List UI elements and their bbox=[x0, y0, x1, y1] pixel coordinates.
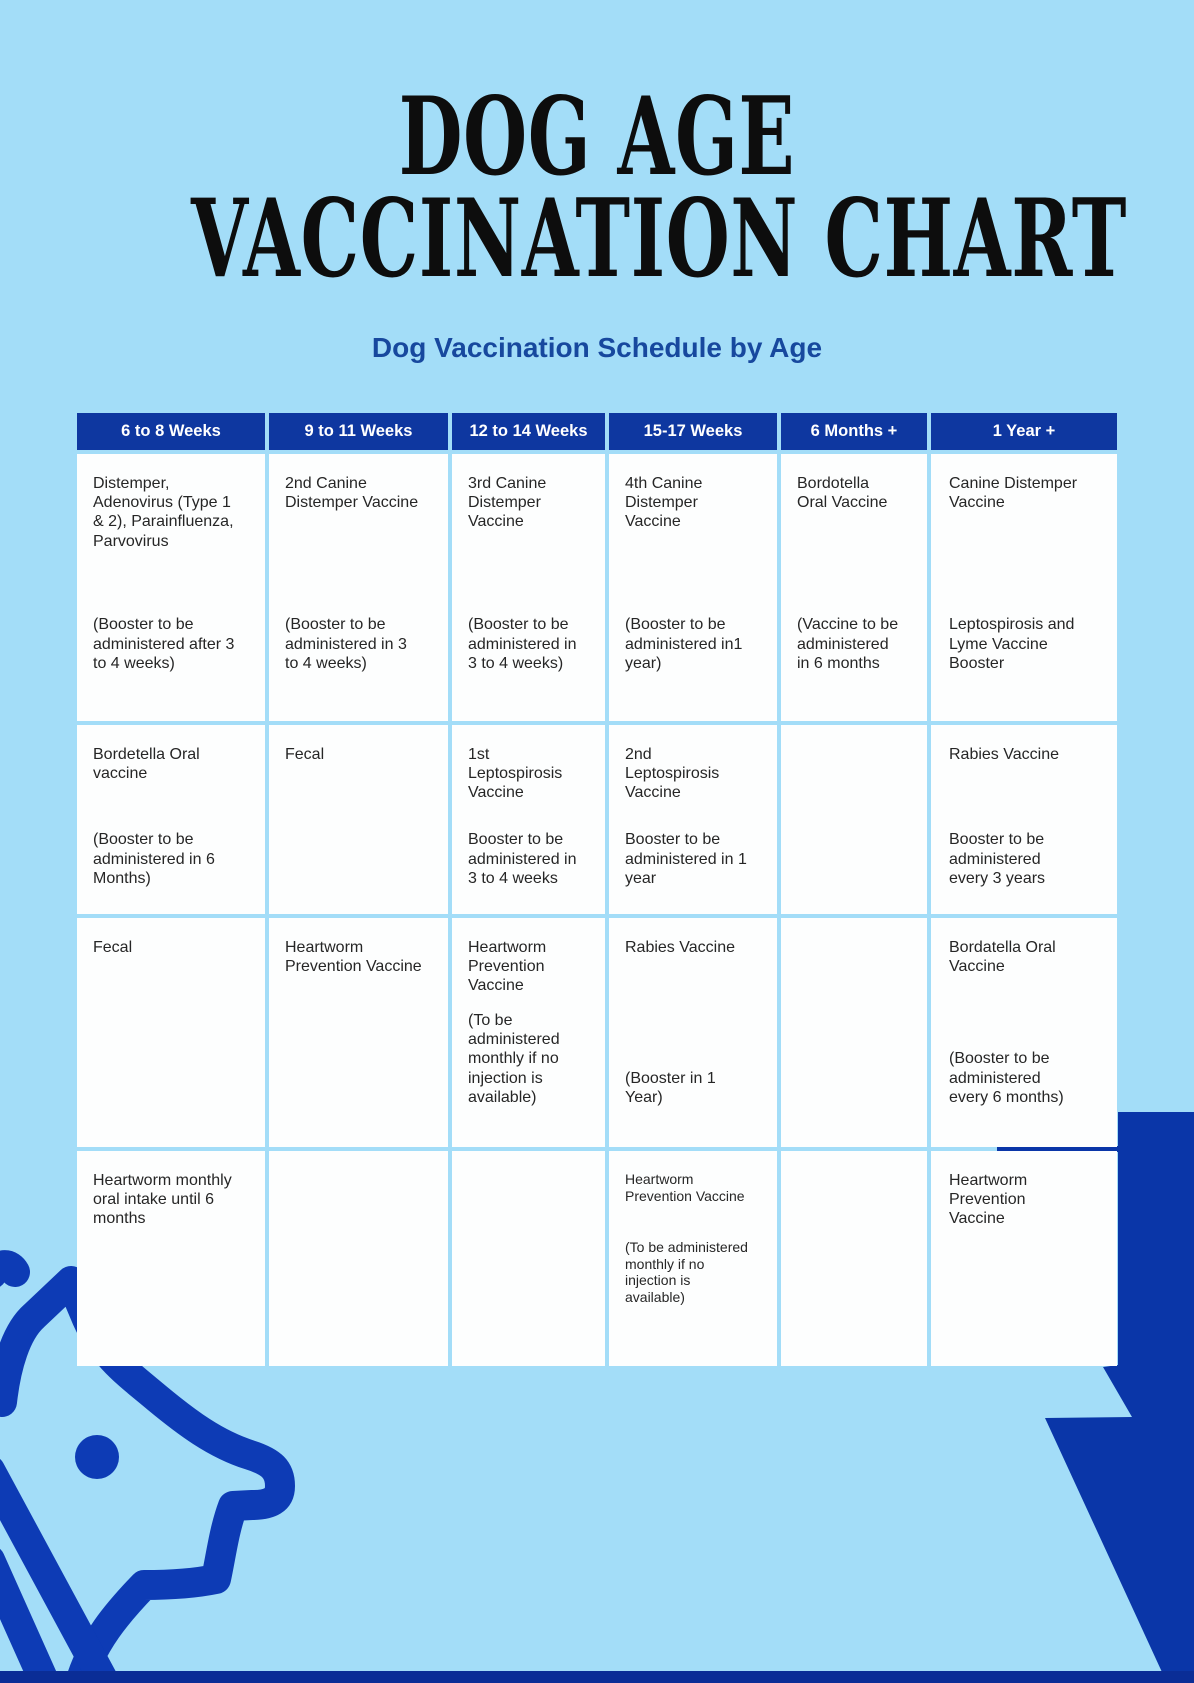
table-cell bbox=[452, 454, 605, 721]
vaccine-note: (To be administered monthly if no injection is available) bbox=[468, 1012, 560, 1106]
vaccination-table bbox=[77, 413, 1117, 1366]
vaccine-name: 2nd Leptospirosis Vaccine bbox=[625, 746, 720, 802]
vaccine-note: Booster to be administered every 3 years bbox=[949, 831, 1046, 887]
table-cell bbox=[609, 1151, 777, 1366]
table-cell bbox=[931, 454, 1117, 721]
table-cell bbox=[77, 725, 265, 914]
vaccine-note: (Booster to be administered in 3 to 4 weeks) bbox=[468, 616, 577, 672]
vaccine-note: (Booster to be administered in1 year) bbox=[625, 616, 743, 672]
vaccine-note: (Vaccine to be administered in 6 months bbox=[797, 616, 899, 672]
vaccine-note: (Booster to be administered after 3 to 4 weeks) bbox=[93, 616, 235, 672]
table-cell bbox=[931, 725, 1117, 914]
vaccine-note: Leptospirosis and Lyme Vaccine Booster bbox=[949, 616, 1075, 672]
dog-eye bbox=[75, 1435, 119, 1479]
vaccine-name: Rabies Vaccine bbox=[625, 939, 735, 956]
dog-ear-back bbox=[0, 1265, 15, 1274]
vaccine-name: Heartworm Prevention Vaccine bbox=[949, 1172, 1028, 1228]
column-header-12-14-weeks: 12 to 14 Weeks bbox=[452, 413, 605, 450]
column-header-9-11-weeks: 9 to 11 Weeks bbox=[269, 413, 448, 450]
vaccine-name: 4th Canine Distemper Vaccine bbox=[625, 475, 703, 531]
column-header-6-months: 6 Months + bbox=[781, 413, 927, 450]
vaccine-name: Heartworm Prevention Vaccine bbox=[285, 939, 422, 976]
table-row bbox=[77, 454, 1117, 721]
column-header-1-year: 1 Year + bbox=[931, 413, 1117, 450]
title-line-2: VACCINATION CHART bbox=[191, 176, 1128, 302]
table-cell bbox=[781, 918, 927, 1147]
table-cell bbox=[931, 918, 1117, 1147]
table-cell bbox=[452, 918, 605, 1147]
page-subtitle: Dog Vaccination Schedule by Age bbox=[371, 332, 823, 363]
vaccine-name: Fecal bbox=[93, 939, 133, 956]
vaccine-note: Booster to be administered in 3 to 4 weeks bbox=[468, 831, 577, 887]
vaccine-note: (Booster to be administered in 6 Months) bbox=[93, 831, 215, 887]
vaccine-name: Rabies Vaccine bbox=[949, 746, 1059, 763]
vaccine-name: Bordatella Oral Vaccine bbox=[949, 939, 1056, 976]
table-cell bbox=[77, 454, 265, 721]
vaccine-name: Heartworm Prevention Vaccine bbox=[468, 939, 547, 995]
table-header-row bbox=[77, 413, 1117, 450]
vaccine-name: Fecal bbox=[285, 746, 325, 763]
table-cell bbox=[269, 725, 448, 914]
table-cell bbox=[609, 918, 777, 1147]
vaccine-name: 2nd Canine Distemper Vaccine bbox=[285, 475, 419, 512]
table-row bbox=[77, 1151, 1117, 1366]
column-header-6-8-weeks: 6 to 8 Weeks bbox=[77, 413, 265, 450]
vaccine-name: Heartworm monthly oral intake until 6 months bbox=[93, 1172, 232, 1228]
vaccine-name: Distemper, Adenovirus (Type 1 & 2), Parainfluenza, Parvovirus bbox=[93, 475, 234, 550]
table-cell bbox=[931, 1151, 1117, 1366]
table-cell bbox=[269, 1151, 448, 1366]
vaccine-name: Canine Distemper Vaccine bbox=[949, 475, 1078, 512]
vaccine-note: (To be administered monthly if no injection is available) bbox=[625, 1238, 748, 1306]
vaccine-note: (Booster in 1 Year) bbox=[625, 1069, 716, 1106]
title-line-1: DOG AGE bbox=[398, 74, 796, 200]
page-title bbox=[0, 74, 1194, 302]
table-cell bbox=[77, 918, 265, 1147]
table-cell bbox=[781, 725, 927, 914]
vaccine-note: (Booster to be administered every 6 months) bbox=[949, 1050, 1064, 1106]
vaccine-note: Booster to be administered in 1 year bbox=[625, 831, 747, 887]
vaccine-note: (Booster to be administered in 3 to 4 weeks) bbox=[285, 616, 407, 672]
column-header-15-17-weeks: 15-17 Weeks bbox=[609, 413, 777, 450]
table-cell bbox=[77, 1151, 265, 1366]
vaccine-name: 1st Leptospirosis Vaccine bbox=[468, 746, 563, 802]
vaccine-name: Bordetella Oral vaccine bbox=[93, 746, 200, 783]
vaccine-name: Bordotella Oral Vaccine bbox=[797, 475, 888, 512]
table-cell bbox=[781, 1151, 927, 1366]
bottom-bar bbox=[0, 1671, 1194, 1683]
vaccine-name: 3rd Canine Distemper Vaccine bbox=[468, 475, 547, 531]
table-cell bbox=[609, 725, 777, 914]
table-cell bbox=[269, 918, 448, 1147]
table-cell bbox=[452, 1151, 605, 1366]
vaccine-name: Heartworm Prevention Vaccine bbox=[625, 1171, 745, 1204]
table-cell bbox=[269, 454, 448, 721]
table-row bbox=[77, 725, 1117, 914]
table-cell bbox=[781, 454, 927, 721]
table-cell bbox=[609, 454, 777, 721]
table-row bbox=[77, 918, 1117, 1147]
table-cell bbox=[452, 725, 605, 914]
